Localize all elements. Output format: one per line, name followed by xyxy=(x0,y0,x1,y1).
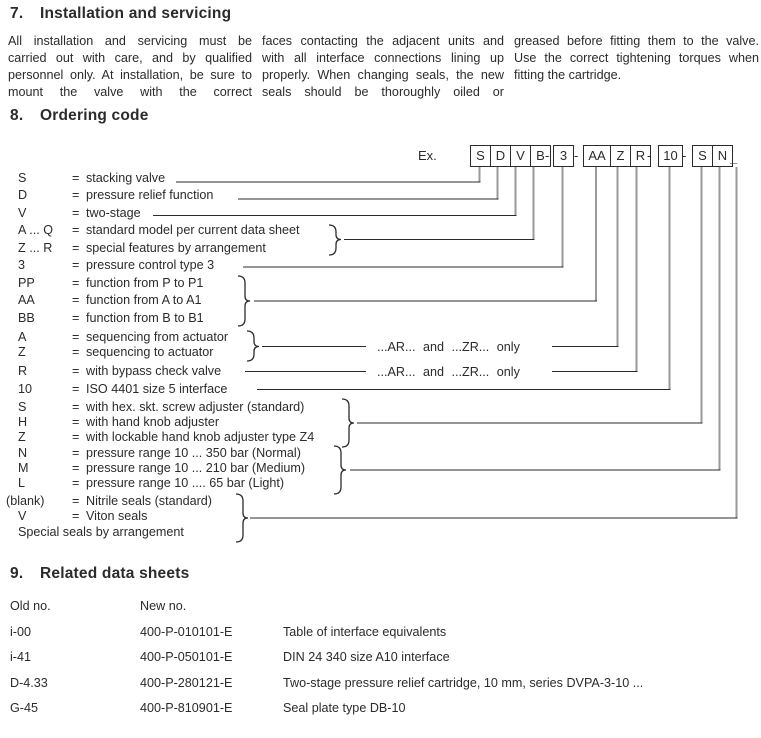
ordering-code-row xyxy=(0,525,420,539)
code-group-interface xyxy=(658,145,683,167)
equals-sign: = xyxy=(72,311,80,325)
code-cell: N xyxy=(712,145,733,167)
old-no-cell: i-00 xyxy=(10,625,31,639)
equals-sign: = xyxy=(72,382,80,396)
equals-sign: = xyxy=(72,364,80,378)
equals-sign: = xyxy=(72,330,80,344)
row-description: function from P to P1 xyxy=(86,276,204,290)
ordering-code-row xyxy=(0,476,420,490)
section9-number: 9. xyxy=(10,565,24,582)
code-cell: S xyxy=(692,145,713,167)
row-description: Viton seals xyxy=(86,509,148,523)
ordering-code-row xyxy=(0,400,420,414)
row-description: with lockable hand knob adjuster type Z4 xyxy=(86,430,315,444)
section9-heading xyxy=(10,565,189,583)
ordering-code-row xyxy=(0,415,420,429)
code-cell: D xyxy=(490,145,511,167)
ordering-code-row xyxy=(0,364,420,378)
equals-sign: = xyxy=(72,461,80,475)
ordering-code-row xyxy=(0,382,420,396)
ordering-code-row xyxy=(0,276,420,290)
ordering-code-row xyxy=(0,345,420,359)
row-description: sequencing from actuator xyxy=(86,330,229,344)
row-description: standard model per current data sheet xyxy=(86,223,300,237)
code-group-valve xyxy=(470,145,551,167)
equals-sign: = xyxy=(72,293,80,307)
ordering-code-row xyxy=(0,509,420,523)
row-code: Z ... R xyxy=(18,241,53,255)
row-code: A xyxy=(18,330,27,344)
row-description: pressure relief function xyxy=(86,188,214,202)
ordering-code-row xyxy=(0,258,420,272)
code-suffix-blank: _ xyxy=(730,150,738,165)
old-no-header: Old no. xyxy=(10,599,51,613)
ordering-code-row xyxy=(0,206,420,220)
ordering-code-row xyxy=(0,430,420,444)
code-cell: R xyxy=(630,145,651,167)
code-cell: AA xyxy=(583,145,611,167)
row-description: ISO 4401 size 5 interface xyxy=(86,382,228,396)
ordering-code-row xyxy=(0,446,420,460)
code-cell: 10 xyxy=(658,145,683,167)
new-no-cell: 400-P-280121-E xyxy=(140,676,233,690)
description-cell: Seal plate type DB-10 xyxy=(283,701,406,715)
installation-text-column-1: All installation and servicing must be carried out with care, and by qualified personnel only. At installation, be sure to mount the valve with the correct xyxy=(8,34,252,99)
ordering-code-row xyxy=(0,330,420,344)
ordering-code-row xyxy=(0,311,420,325)
code-separator: - xyxy=(647,148,652,163)
row-description: pressure range 10 .... 65 bar (Light) xyxy=(86,476,285,490)
table-row xyxy=(0,676,761,691)
equals-sign: = xyxy=(72,345,80,359)
code-separator: - xyxy=(574,148,579,163)
row-description: pressure range 10 ... 210 bar (Medium) xyxy=(86,461,306,475)
row-description: pressure range 10 ... 350 bar (Normal) xyxy=(86,446,301,460)
old-no-cell: i-41 xyxy=(10,650,31,664)
row-code: R xyxy=(18,364,28,378)
row-description: with hex. skt. screw adjuster (standard) xyxy=(86,400,305,414)
ordering-code-row xyxy=(0,494,420,508)
code-cell: Z xyxy=(610,145,631,167)
old-no-cell: D-4.33 xyxy=(10,676,48,690)
equals-sign: = xyxy=(72,241,80,255)
installation-text-column-2: faces contacting the adjacent units and with all interface connections lining up properly. When changing seals, the new seals should be thoroughly oiled or xyxy=(262,34,504,99)
row-code: Z xyxy=(18,345,26,359)
row-code: N xyxy=(18,446,28,460)
ordering-code-row xyxy=(0,223,420,237)
ar-zr-note: ...AR... and ...ZR... only xyxy=(377,340,520,354)
row-description: Nitrile seals (standard) xyxy=(86,494,212,508)
new-no-header: New no. xyxy=(140,599,187,613)
old-no-cell: G-45 xyxy=(10,701,38,715)
section8-heading xyxy=(10,107,149,125)
installation-text-column-3: greased before fitting them to the valve. Use the correct tightening torques when fitting the cartridge. xyxy=(514,34,759,82)
equals-sign: = xyxy=(72,430,80,444)
example-label: Ex. xyxy=(418,148,437,163)
code-cell: 3 xyxy=(553,145,574,167)
row-code: (blank) xyxy=(6,494,45,508)
ordering-code-row xyxy=(0,171,420,185)
row-code: V xyxy=(18,509,27,523)
row-code: D xyxy=(18,188,28,202)
code-cell: S xyxy=(470,145,491,167)
ordering-code-row xyxy=(0,188,420,202)
row-code: M xyxy=(18,461,29,475)
equals-sign: = xyxy=(72,494,80,508)
table-row xyxy=(0,650,761,665)
equals-sign: = xyxy=(72,188,80,202)
row-code: Z xyxy=(18,430,26,444)
row-code: PP xyxy=(18,276,35,290)
equals-sign: = xyxy=(72,258,80,272)
equals-sign: = xyxy=(72,476,80,490)
ordering-code-row xyxy=(0,241,420,255)
row-code: S xyxy=(18,171,27,185)
row-description: with bypass check valve xyxy=(86,364,222,378)
code-separator: - xyxy=(545,148,550,163)
section7-heading xyxy=(10,5,231,23)
section8-number: 8. xyxy=(10,107,24,124)
equals-sign: = xyxy=(72,509,80,523)
row-description: sequencing to actuator xyxy=(86,345,214,359)
row-description: special features by arrangement xyxy=(86,241,266,255)
row-description: two-stage xyxy=(86,206,141,220)
ar-zr-note: ...AR... and ...ZR... only xyxy=(377,365,520,379)
code-separator: - xyxy=(682,148,687,163)
installation-text xyxy=(8,33,759,103)
code-cell: B xyxy=(530,145,551,167)
new-no-cell: 400-P-010101-E xyxy=(140,625,233,639)
row-code: 3 xyxy=(18,258,26,272)
section8-title: Ordering code xyxy=(40,107,149,124)
new-no-cell: 400-P-810901-E xyxy=(140,701,233,715)
code-group-type xyxy=(553,145,574,167)
row-description: stacking valve xyxy=(86,171,166,185)
table-row xyxy=(0,701,761,716)
ordering-code-row xyxy=(0,461,420,475)
section7-number: 7. xyxy=(10,5,24,22)
table-row xyxy=(0,625,761,640)
row-code: 10 xyxy=(18,382,33,396)
code-group-options xyxy=(692,145,733,167)
row-code: BB xyxy=(18,311,35,325)
equals-sign: = xyxy=(72,446,80,460)
description-cell: DIN 24 340 size A10 interface xyxy=(283,650,450,664)
row-code: S xyxy=(18,400,27,414)
row-code: V xyxy=(18,206,27,220)
row-description: with hand knob adjuster xyxy=(86,415,220,429)
row-description: pressure control type 3 xyxy=(86,258,215,272)
equals-sign: = xyxy=(72,400,80,414)
ordering-code-row xyxy=(0,293,420,307)
equals-sign: = xyxy=(72,276,80,290)
description-cell: Two-stage pressure relief cartridge, 10 mm, series DVPA-3-10 ... xyxy=(283,676,644,690)
row-code: H xyxy=(18,415,28,429)
new-no-cell: 400-P-050101-E xyxy=(140,650,233,664)
row-description: function from A to A1 xyxy=(86,293,202,307)
row-description: function from B to B1 xyxy=(86,311,204,325)
row-code: AA xyxy=(18,293,35,307)
equals-sign: = xyxy=(72,415,80,429)
code-group-function xyxy=(583,145,651,167)
section7-title: Installation and servicing xyxy=(40,5,232,22)
equals-sign: = xyxy=(72,206,80,220)
row-code: L xyxy=(18,476,26,490)
row-description: Special seals by arrangement xyxy=(18,525,184,539)
related-sheets-header xyxy=(0,599,761,614)
section9-title: Related data sheets xyxy=(40,565,190,582)
description-cell: Table of interface equivalents xyxy=(283,625,447,639)
equals-sign: = xyxy=(72,171,80,185)
code-cell: V xyxy=(510,145,531,167)
equals-sign: = xyxy=(72,223,80,237)
row-code: A ... Q xyxy=(18,223,53,237)
